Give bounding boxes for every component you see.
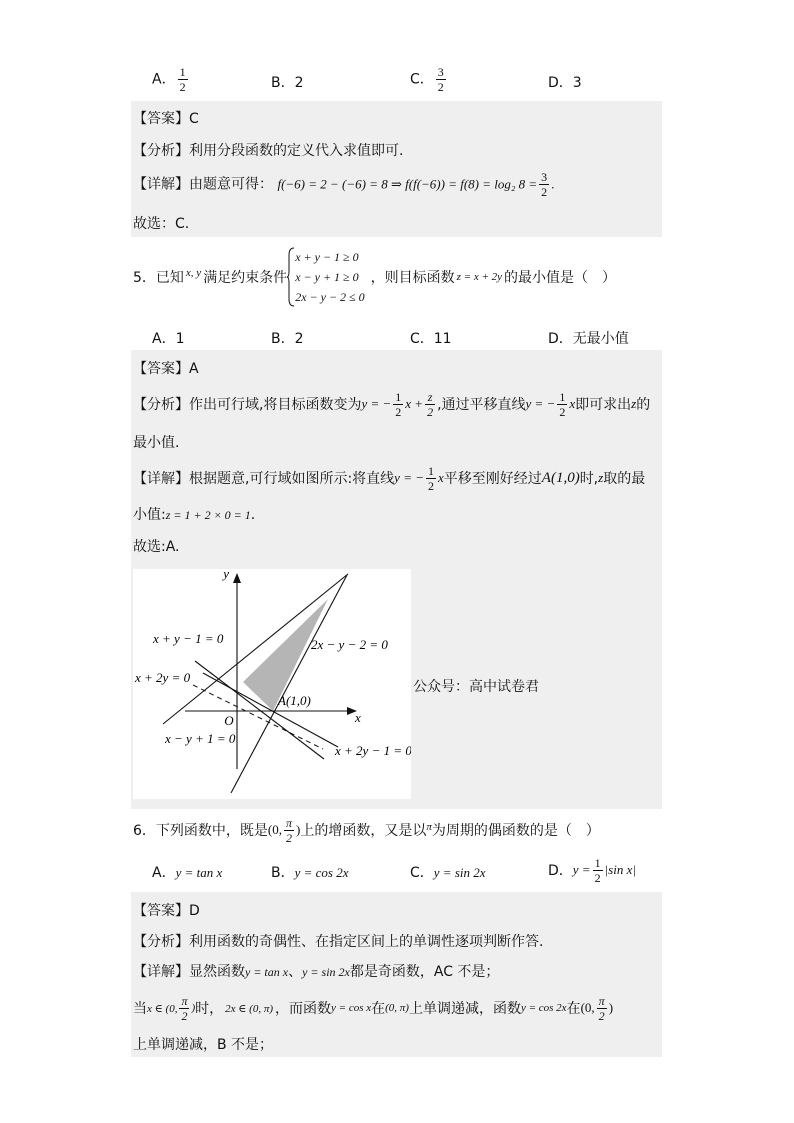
y-axis-arrow-icon bbox=[233, 573, 241, 583]
constraint-system: x + y − 1 ≥ 0 x − y + 1 ≥ 0 2x − y − 2 ≤ 0 bbox=[295, 250, 365, 304]
label-origin: O bbox=[224, 713, 234, 728]
q5-stem: 5．已知 x, y 满足约束条件 x + y − 1 ≥ 0 x − y + 1 ≥ 0 2x − y − 2 ≤ 0 ，则目标函数 z = x + 2y 的最小值是（ ） bbox=[133, 246, 616, 308]
graph bbox=[133, 569, 411, 799]
label-line-4: x − y + 1 = 0 bbox=[165, 731, 236, 746]
q5-analysis-line2: 最小值. bbox=[133, 435, 180, 451]
q6-option-c: C．y = sin 2x bbox=[410, 865, 486, 881]
q4-answer: 【答案】C bbox=[133, 111, 199, 127]
q6-option-d: D． y = $\frac{1}{2}$ |sin x| bbox=[548, 855, 636, 885]
formula: f(−6) = 2 − (−6) = 8 ⇒ f(f(−6)) = f(8) = log₂ 8 = bbox=[277, 176, 538, 192]
q6-stem: 6．下列函数中，既是 (0, $\frac{\pi}{2}$ ) 上的增函数，又是以 π 为周期的偶函数的是（ ） bbox=[133, 815, 600, 845]
q4-detail: 【详解】由题意可得： f(−6) = 2 − (−6) = 8 ⇒ f(f(−6)) = f(8) = log₂ 8 = $\frac{3}{2}$ . bbox=[133, 170, 555, 199]
q4-analysis: 【分析】利用分段函数的定义代入求值即可. bbox=[133, 143, 404, 159]
q5-option-d: D．无最小值 bbox=[548, 331, 629, 347]
q5-option-a: A．1 bbox=[152, 331, 185, 347]
q5-choose: 故选:A. bbox=[133, 539, 180, 555]
label-line-2: 2x − y − 2 = 0 bbox=[311, 637, 388, 652]
q6-detail-line3: 上单调递减，B 不是； bbox=[133, 1037, 274, 1053]
q6-detail-line2: 当 x ∈ (0, $\frac{\pi}{2}$ ) 时， 2x ∈ (0, π) ，而函数 y = cos x 在 (0, π) 上单调递减，函数 y = cos 2x 在 (0, $\frac{\pi}{2}$ ) bbox=[133, 993, 614, 1023]
q5-detail-line2: 小值:z = 1 + 2 × 0 = 1. bbox=[133, 507, 256, 523]
q4-solution-box bbox=[131, 101, 662, 237]
q4-option-a bbox=[152, 66, 190, 93]
q5-option-c: C．11 bbox=[410, 331, 452, 347]
feasible-region-figure bbox=[133, 569, 411, 799]
q4-option-b: B．2 bbox=[271, 75, 304, 91]
q6-detail: 【详解】显然函数y = tan x、y = sin 2x都是奇函数，AC 不是； bbox=[133, 964, 500, 980]
q5-answer: 【答案】A bbox=[133, 361, 199, 377]
option-label: A． bbox=[152, 71, 176, 88]
fraction: $\frac{1}{2}$ bbox=[179, 65, 186, 94]
q4-option-c bbox=[410, 66, 448, 93]
label-line-3: x + 2y = 0 bbox=[135, 670, 191, 685]
q5-detail: 【详解】 根据题意,可行域如图所示:将直线 y = − $\frac{1}{2}$ x 平移至刚好经过 A(1,0) 时, z 取的最 bbox=[133, 463, 646, 493]
variables: x, y bbox=[185, 267, 202, 279]
fraction: $\frac{3}{2}$ bbox=[437, 65, 444, 94]
q5-option-b: B．2 bbox=[271, 331, 304, 347]
q6-answer: 【答案】D bbox=[133, 903, 200, 919]
option-label: C． bbox=[410, 71, 434, 88]
q6-option-a: A．y = tan x bbox=[152, 865, 223, 881]
brace-icon bbox=[287, 247, 295, 307]
q6-analysis: 【分析】利用函数的奇偶性、在指定区间上的单调性逐项判断作答. bbox=[133, 934, 544, 950]
label-x: x bbox=[355, 710, 361, 725]
q4-option-d: D．3 bbox=[548, 75, 582, 91]
label-y: y bbox=[223, 569, 229, 581]
watermark-text: 公众号：高中试卷君 bbox=[413, 679, 539, 695]
q6-option-b: B．y = cos 2x bbox=[271, 865, 349, 881]
objective-function: z = x + 2y bbox=[456, 271, 503, 283]
q5-analysis: 【分析】 作出可行域,将目标函数变为 y = − $\frac{1}{2}$ x + $\frac{z}{2}$ ,通过平移直线 y = − $\frac{1}{2}$ x 即可求出 z 的 bbox=[133, 389, 651, 419]
q4-choose: 故选：C. bbox=[133, 216, 190, 232]
label-line-5: x + 2y − 1 = 0 bbox=[335, 743, 411, 758]
fraction: $\frac{3}{2}$ bbox=[541, 170, 548, 199]
label-line-1: x + y − 1 = 0 bbox=[153, 631, 224, 646]
label-point-a: A(1,0) bbox=[278, 693, 311, 708]
